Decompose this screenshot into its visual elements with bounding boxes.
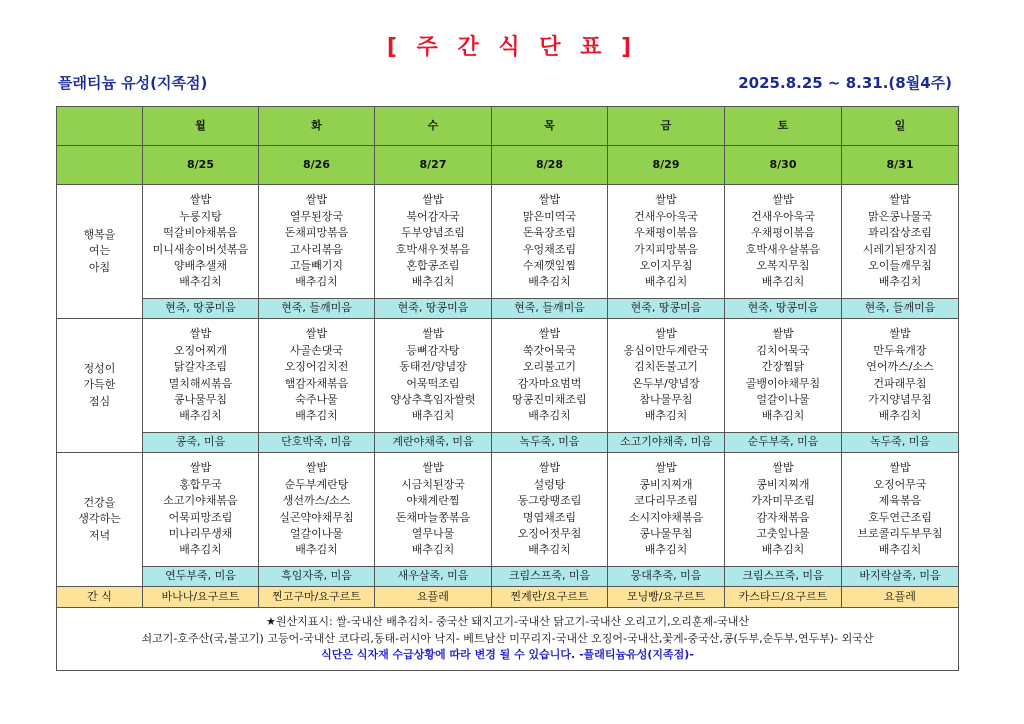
menu-item: 햄감자채볶음 bbox=[284, 376, 349, 390]
menu-item: 오징어젓무침 bbox=[517, 526, 582, 540]
porridge-cell: 계란야채죽, 미음 bbox=[375, 433, 492, 453]
menu-item: 김치돈불고기 bbox=[634, 360, 698, 374]
snack-cell: 요플레 bbox=[842, 587, 959, 608]
menu-item: 감자채볶음 bbox=[756, 510, 810, 524]
menu-item: 오징어찌개 bbox=[173, 343, 228, 357]
snack-cell: 요플레 bbox=[375, 587, 492, 608]
menu-item: 오징어김치전 bbox=[284, 360, 349, 374]
menu-item: 쌀밥 bbox=[189, 461, 212, 475]
menu-item: 열무된장국 bbox=[289, 209, 344, 223]
menu-item: 홍합무국 bbox=[179, 477, 222, 491]
menu-item: 돈육장조림 bbox=[522, 226, 577, 240]
menu-item: 맑은콩나물국 bbox=[868, 209, 932, 223]
menu-item: 쌀밥 bbox=[772, 461, 794, 475]
date-cell: 8/31 bbox=[842, 146, 959, 185]
menu-item: 생선까스/소스 bbox=[282, 494, 351, 508]
menu-item: 배추김치 bbox=[295, 409, 338, 423]
snack-cell: 찐고구마/요구르트 bbox=[259, 587, 375, 608]
porridge-row bbox=[57, 433, 959, 453]
menu-item: 건파래무침 bbox=[873, 376, 927, 390]
menu-item: 배추김치 bbox=[644, 409, 688, 423]
menu-item: 가지양념무침 bbox=[868, 392, 932, 406]
menu-item: 오이지무침 bbox=[639, 258, 693, 272]
menu-item: 쌀밥 bbox=[538, 461, 561, 475]
day-cell: 일 bbox=[842, 107, 959, 146]
menu-item: 온두부/양념장 bbox=[632, 376, 700, 390]
menu-item: 쌀밥 bbox=[772, 193, 794, 207]
menu-item: 배추김치 bbox=[179, 409, 222, 423]
menu-item: 쌀밥 bbox=[889, 327, 911, 341]
menu-item: 쑥갓어묵국 bbox=[522, 343, 577, 357]
day-cell: 화 bbox=[259, 107, 375, 146]
menu-item: 쌀밥 bbox=[305, 327, 328, 341]
menu-item: 쌀밥 bbox=[305, 461, 328, 475]
origin-line-1: ★원산지표시: 쌀-국내산 배추김치- 중국산 돼지고기-국내산 닭고기-국내산 오리고기,오리훈제-국내산 bbox=[266, 615, 749, 629]
menu-item: 우엉채조림 bbox=[522, 242, 577, 256]
menu-item: 소고기야채볶음 bbox=[163, 494, 238, 508]
meal-items-cell bbox=[143, 185, 259, 299]
menu-item: 옹심이만두계란국 bbox=[623, 343, 709, 357]
menu-item: 혼합콩조림 bbox=[406, 258, 460, 272]
day-header-row bbox=[57, 107, 959, 146]
porridge-cell: 크림스프죽, 미음 bbox=[725, 567, 842, 587]
menu-item: 배추김치 bbox=[411, 543, 455, 557]
meal-items-cell bbox=[375, 185, 492, 299]
menu-item: 사골손댓국 bbox=[289, 343, 344, 357]
menu-item: 시금치된장국 bbox=[401, 477, 465, 491]
menu-item: 닭갈자조림 bbox=[173, 360, 228, 374]
menu-item: 호박새우살볶음 bbox=[745, 242, 821, 256]
menu-item: 시레기된장지짐 bbox=[862, 242, 938, 256]
day-cell: 금 bbox=[608, 107, 725, 146]
menu-item: 우채평이볶음 bbox=[751, 226, 815, 240]
menu-item: 콩비지찌개 bbox=[756, 477, 810, 491]
menu-change-note: 식단은 식자재 수급상황에 따라 변경 될 수 있습니다. -플래티늄유성(지족점)- bbox=[321, 648, 694, 662]
menu-item: 등뼈감자탕 bbox=[406, 343, 460, 357]
date-cell: 8/28 bbox=[492, 146, 608, 185]
menu-item: 배추김치 bbox=[528, 275, 571, 289]
porridge-row bbox=[57, 299, 959, 319]
weekly-menu-table bbox=[56, 106, 959, 671]
meal-items-cell bbox=[842, 185, 959, 299]
menu-item: 배추김치 bbox=[644, 543, 688, 557]
menu-item: 배추김치 bbox=[179, 543, 222, 557]
snack-cell: 찐계란/요구르트 bbox=[492, 587, 608, 608]
date-cell: 8/25 bbox=[143, 146, 259, 185]
meal-row bbox=[57, 185, 959, 299]
meal-label: 건강을 생각하는 저녁 bbox=[57, 453, 143, 587]
menu-item: 쌀밥 bbox=[422, 327, 444, 341]
porridge-cell: 뭉대추죽, 미음 bbox=[608, 567, 725, 587]
menu-item: 쌀밥 bbox=[655, 193, 677, 207]
menu-item: 배추김치 bbox=[295, 275, 338, 289]
meal-items-cell bbox=[725, 319, 842, 433]
menu-item: 콩비지찌개 bbox=[639, 477, 693, 491]
snack-row bbox=[57, 587, 959, 608]
menu-item: 만두육개장 bbox=[873, 343, 927, 357]
porridge-cell: 흑임자죽, 미음 bbox=[259, 567, 375, 587]
menu-item: 순두부계란탕 bbox=[284, 477, 349, 491]
porridge-cell: 녹두죽, 미음 bbox=[492, 433, 608, 453]
day-cell: 월 bbox=[143, 107, 259, 146]
menu-item: 쌀밥 bbox=[889, 461, 911, 475]
porridge-cell: 현죽, 들깨미음 bbox=[492, 299, 608, 319]
porridge-row bbox=[57, 567, 959, 587]
menu-item: 설렁탕 bbox=[533, 477, 566, 491]
menu-item: 배추김치 bbox=[528, 543, 571, 557]
corner-cell-bottom bbox=[57, 146, 143, 185]
menu-item: 쌀밥 bbox=[655, 327, 677, 341]
porridge-cell: 콩죽, 미음 bbox=[143, 433, 259, 453]
menu-item: 쌀밥 bbox=[655, 461, 677, 475]
day-cell: 수 bbox=[375, 107, 492, 146]
porridge-cell: 새우살죽, 미음 bbox=[375, 567, 492, 587]
meal-items-cell bbox=[492, 453, 608, 567]
menu-item: 코다리무조림 bbox=[634, 494, 698, 508]
menu-item: 오복지무침 bbox=[756, 258, 810, 272]
meal-row bbox=[57, 319, 959, 433]
menu-item: 쌀밥 bbox=[538, 193, 561, 207]
menu-item: 고춧잎나물 bbox=[756, 526, 810, 540]
menu-item: 어묵피망조림 bbox=[168, 510, 233, 524]
porridge-cell: 현죽, 들깨미음 bbox=[259, 299, 375, 319]
menu-item: 수제깻잎찜 bbox=[522, 258, 577, 272]
menu-item: 배추김치 bbox=[761, 543, 805, 557]
menu-item: 명엽채조림 bbox=[522, 510, 577, 524]
menu-item: 쌀밥 bbox=[889, 193, 911, 207]
menu-item: 배추김치 bbox=[878, 275, 922, 289]
date-cell: 8/26 bbox=[259, 146, 375, 185]
meal-label: 행복을 여는 아침 bbox=[57, 185, 143, 319]
menu-item: 배추김치 bbox=[644, 275, 688, 289]
meal-items-cell bbox=[608, 453, 725, 567]
porridge-cell: 순두부죽, 미음 bbox=[725, 433, 842, 453]
snack-cell: 모닝빵/요구르트 bbox=[608, 587, 725, 608]
meal-items-cell bbox=[842, 453, 959, 567]
menu-item: 연어까스/소스 bbox=[866, 360, 934, 374]
menu-item: 콩나물무침 bbox=[173, 392, 228, 406]
menu-item: 감자마요범벅 bbox=[517, 376, 582, 390]
date-header-row bbox=[57, 146, 959, 185]
menu-item: 골뱅이야채무침 bbox=[745, 376, 821, 390]
porridge-cell: 현죽, 들깨미음 bbox=[842, 299, 959, 319]
origin-line-2: 쇠고기-호주산(국,불고기) 고등어-국내산 코다리,동태-러시아 낙지- 베트남산 미꾸리지-국내산 오징어-국내산,꽃게-중국산,콩(두부,순두부,연두부)- 외국산 bbox=[141, 631, 874, 645]
menu-item: 호박새우젓볶음 bbox=[395, 242, 471, 256]
footer-row bbox=[57, 608, 959, 671]
menu-item: 배추김치 bbox=[878, 543, 922, 557]
menu-item: 오징어무국 bbox=[873, 477, 927, 491]
menu-item: 소시지야채볶음 bbox=[628, 510, 704, 524]
meal-items-cell bbox=[725, 185, 842, 299]
menu-item: 미니새송이버섯볶음 bbox=[152, 242, 249, 256]
snack-cell: 카스타드/요구르트 bbox=[725, 587, 842, 608]
snack-cell: 바나나/요구르트 bbox=[143, 587, 259, 608]
date-cell: 8/27 bbox=[375, 146, 492, 185]
menu-item: 배추김치 bbox=[528, 409, 571, 423]
menu-item: 멸치해씨볶음 bbox=[168, 376, 233, 390]
menu-item: 돈채마늘쫑볶음 bbox=[395, 510, 471, 524]
menu-item: 동태전/양념장 bbox=[399, 360, 467, 374]
corner-cell-top bbox=[57, 107, 143, 146]
menu-item: 북어감자국 bbox=[406, 209, 460, 223]
porridge-cell: 현죽, 땅콩미음 bbox=[375, 299, 492, 319]
meal-items-cell bbox=[375, 453, 492, 567]
menu-item: 맑은미역국 bbox=[522, 209, 577, 223]
porridge-cell: 크림스프죽, 미음 bbox=[492, 567, 608, 587]
menu-item: 쌀밥 bbox=[189, 327, 212, 341]
menu-item: 동그랑땡조림 bbox=[517, 494, 582, 508]
meal-items-cell bbox=[725, 453, 842, 567]
menu-item: 얼갈이나물 bbox=[756, 392, 810, 406]
porridge-cell: 녹두죽, 미음 bbox=[842, 433, 959, 453]
menu-item: 간장찜닭 bbox=[761, 360, 805, 374]
menu-item: 배추김치 bbox=[411, 275, 455, 289]
menu-item: 숙주나물 bbox=[295, 392, 338, 406]
menu-item: 가자미무조림 bbox=[751, 494, 815, 508]
menu-item: 오리불고기 bbox=[522, 360, 577, 374]
menu-item: 배추김치 bbox=[411, 409, 455, 423]
menu-item: 쌀밥 bbox=[422, 193, 444, 207]
porridge-cell: 소고기야채죽, 미음 bbox=[608, 433, 725, 453]
menu-item: 오이들깨무침 bbox=[868, 258, 932, 272]
menu-item: 참나물무침 bbox=[639, 392, 693, 406]
meal-items-cell bbox=[375, 319, 492, 433]
menu-item: 땅콩진미채조림 bbox=[512, 392, 587, 406]
menu-item: 배추김치 bbox=[295, 543, 338, 557]
menu-item: 고들빼기지 bbox=[289, 258, 344, 272]
menu-item: 쌀밥 bbox=[422, 461, 444, 475]
menu-item: 실곤약야채무침 bbox=[279, 510, 354, 524]
porridge-cell: 현죽, 땅콩미음 bbox=[608, 299, 725, 319]
menu-item: 배추김치 bbox=[878, 409, 922, 423]
meal-row bbox=[57, 453, 959, 567]
meal-items-cell bbox=[259, 453, 375, 567]
meal-items-cell bbox=[608, 319, 725, 433]
menu-item: 배추김치 bbox=[761, 275, 805, 289]
menu-item: 열무나물 bbox=[411, 526, 455, 540]
meal-items-cell bbox=[143, 319, 259, 433]
page-title: [ 주 간 식 단 표 ] bbox=[386, 35, 638, 60]
menu-item: 호두연근조림 bbox=[868, 510, 932, 524]
menu-item: 얼갈이나물 bbox=[289, 526, 344, 540]
meal-items-cell bbox=[143, 453, 259, 567]
menu-item: 배추김치 bbox=[179, 275, 222, 289]
menu-item: 브로콜리두부무침 bbox=[857, 526, 943, 540]
day-cell: 토 bbox=[725, 107, 842, 146]
menu-item: 건새우아욱국 bbox=[634, 209, 698, 223]
menu-item: 쌀밥 bbox=[189, 193, 212, 207]
menu-item: 꽈리잡상조림 bbox=[868, 226, 932, 240]
snack-label: 간 식 bbox=[57, 587, 143, 608]
meal-items-cell bbox=[259, 185, 375, 299]
meal-items-cell bbox=[842, 319, 959, 433]
meal-label: 정성이 가득한 점심 bbox=[57, 319, 143, 453]
menu-item: 돈채피망볶음 bbox=[284, 226, 349, 240]
origin-notes bbox=[57, 608, 959, 671]
day-cell: 목 bbox=[492, 107, 608, 146]
menu-item: 양배추샐채 bbox=[173, 258, 228, 272]
menu-item: 쌀밥 bbox=[538, 327, 561, 341]
porridge-cell: 단호박죽, 미음 bbox=[259, 433, 375, 453]
menu-item: 우채평이볶음 bbox=[634, 226, 698, 240]
menu-item: 야채계란찜 bbox=[406, 494, 460, 508]
menu-item: 쌀밥 bbox=[305, 193, 328, 207]
menu-item: 건새우아욱국 bbox=[751, 209, 815, 223]
menu-item: 콩나물무침 bbox=[639, 526, 693, 540]
date-cell: 8/30 bbox=[725, 146, 842, 185]
menu-item: 제육볶음 bbox=[878, 494, 922, 508]
porridge-cell: 연두부죽, 미음 bbox=[143, 567, 259, 587]
date-cell: 8/29 bbox=[608, 146, 725, 185]
menu-item: 떡갈비야채볶음 bbox=[163, 226, 238, 240]
menu-item: 양상추흑임자쌀렷 bbox=[390, 392, 476, 406]
menu-item: 두부양념조림 bbox=[401, 226, 465, 240]
menu-item: 고사리볶음 bbox=[289, 242, 344, 256]
meal-items-cell bbox=[492, 319, 608, 433]
menu-item: 배추김치 bbox=[761, 409, 805, 423]
meal-items-cell bbox=[608, 185, 725, 299]
meal-items-cell bbox=[492, 185, 608, 299]
porridge-cell: 현죽, 땅콩미음 bbox=[725, 299, 842, 319]
porridge-cell: 바지락살죽, 미음 bbox=[842, 567, 959, 587]
porridge-cell: 현죽, 땅콩미음 bbox=[143, 299, 259, 319]
shop-name: 플래티늄 유성(지족점) bbox=[58, 74, 208, 92]
menu-item: 쌀밥 bbox=[772, 327, 794, 341]
menu-item: 미나리무생채 bbox=[168, 526, 233, 540]
menu-item: 누룽지탕 bbox=[179, 209, 222, 223]
menu-period: 2025.8.25 ~ 8.31.(8월4주) bbox=[738, 74, 952, 92]
meal-items-cell bbox=[259, 319, 375, 433]
menu-item: 어묵떡조림 bbox=[406, 376, 460, 390]
menu-item: 가지피망볶음 bbox=[634, 242, 698, 256]
menu-item: 김치어묵국 bbox=[756, 343, 810, 357]
